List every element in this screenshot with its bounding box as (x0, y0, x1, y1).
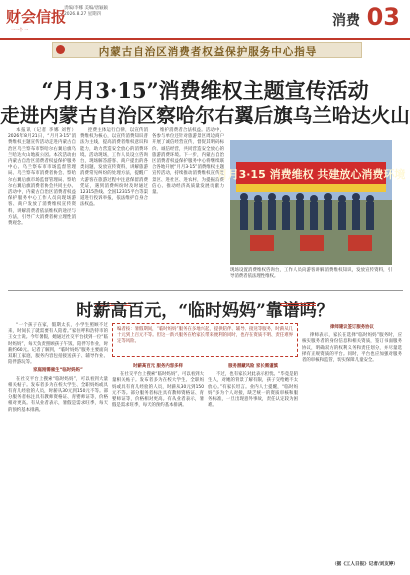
article2-credit: （据《工人日报》记者/刘友婷） (332, 562, 398, 567)
editor-line: 责编/李娜 美编/唐颖颖 (64, 6, 108, 11)
article2-subhead: 时薪高百元 服务内容多样 (133, 364, 183, 369)
newspaper-logo: 财会信报 (6, 8, 67, 26)
article2-subhead: 服务潜藏风险 家长需谨慎 (228, 364, 278, 369)
event-photo (216, 140, 406, 265)
article1-paragraph: 控费主体运行自律，以宣传消费维权为核心，以宣传消费知识普法为主线，提高消费者维权意识和能力，助力营造安全放心的消费环境。活动现场，工作人员设立咨询台，现场解答游客、商户提出的各类问题，发放宣传资料，讲解旅游消费常见纠纷的处理方法，提醒广大游客在旅游过程中注意保留消费凭证，遇到消费纠纷时及时通过12315热线、全国12315平台等渠道进行投诉举报，依法维护自身合法权益。 (80, 128, 148, 208)
article1-paragraph: 本报讯（记者 李娜 刘哲）2026年8月21日，“月月3·15”消费维权主题宣传活动走进内蒙古自治区乌兰察布市察哈尔右翼后旗乌兰哈达火山地质公园。本次活动由内蒙古自治区消费者权益保护服务中心、乌兰察布市市场监督管理局、乌兰察布市消费者协会、察哈尔右翼后旗市场监督管理局、察哈尔右翼后旗消费者协会共同主办。活动中，内蒙古自治区消费者权益保护服务中心工作人员向现场游客、商户发放了消费维权宣传资料，讲解消费者依法维权的途径与方法，引导广大消费者树立理性消费观念。 (8, 128, 76, 227)
masthead (0, 0, 410, 40)
title-decoration-right (280, 303, 316, 306)
editor-info (64, 6, 134, 18)
event-photo-illustration (216, 140, 406, 265)
photo-banner-text: 月月3·15 消费维权 共建放心消费环境 (216, 168, 406, 181)
article2-paragraph: 律师表示，家长在选择“临时妈妈”服务时，应核实服务者的身份信息和相关资质，签订书面服务协议，明确双方的权利义务和责任划分，并尽量选择有正规资质的平台。同时，平台也应加强对服务者的审核和监管，切实保障儿童安全。 (302, 333, 402, 364)
article2-paragraph: 在社交平台上搜索“临时妈妈”，可以看到大量相关帖子。发布者多为在校大学生、全职妈妈或具有育儿经验的人员，时薪从30元到150元不等。部分服务者标注具有教师资格证、育婴师证等，价格相对更高。有从业者表示，暑假是需求旺季，每天的预约基本排满。 (112, 372, 204, 409)
logo-subtext: 一一个 一 (11, 27, 29, 32)
article1-column-1 (8, 128, 76, 286)
article1-title-line2: 走进内蒙古自治区察哈尔右翼后旗乌兰哈达火山 (0, 104, 410, 127)
article1-paragraph: 维护消费者合法权益。活动中，各参与单位还针对旅游景区周边商户开展了诚信经营宣传，督促其明码标价、诚信经营，共同营造安全放心的旅游消费环境。下一步，内蒙古自治区消费者权益保护服务中心将继续联合各地开展“月月3·15”消费维权主题宣传活动，持续推动消费维权宣传进景区、进社区、进农村，为提振消费信心、推动经济高质量发展贡献力量。 (152, 128, 224, 196)
article2-subhead: 家庭刚需催生“临时妈妈” (33, 368, 83, 374)
article1-column-3 (152, 128, 224, 286)
photo-caption: 现场设置消费维权咨询台，工作人员向游客讲解消费维权知识，发放宣传资料，引导消费者依法理性维权。 (230, 268, 392, 280)
article2-subhead: 律师建议签订服务协议 (330, 325, 374, 330)
page-number: 03 (366, 3, 400, 31)
editor-note-box: 编者按：暑假期间，“临时妈妈”服务在多地兴起，提供陪伴、辅导、接送等服务，时薪从几十元到上百元不等。但这一新兴服务在给家长带来便利的同时，也存在资质不明、责任难界定等风险。 (112, 323, 298, 357)
article2-paragraph: 在社交平台上搜索“临时妈妈”，可以看到大量相关帖子。发布者多为在校大学生、全职妈妈或具有育儿经验的人员，时薪从30元到150元不等。部分服务者标注具有教师资格证、育婴师证等，价格相对更高。有从业者表示，暑假是需求旺季，每天的预约基本排满。 (8, 376, 108, 413)
article1-column-2 (80, 128, 148, 286)
article2-column-3 (208, 362, 298, 559)
banner-bullet-icon (56, 45, 65, 54)
article2-column-1 (8, 323, 108, 559)
guidance-text: 内蒙古自治区消费者权益保护服务中心指导 (98, 46, 318, 58)
article1-title-line1: “月月3·15”消费维权主题宣传活动 (41, 78, 369, 103)
article2-column-2 (112, 362, 204, 559)
guidance-banner (52, 42, 362, 58)
section-name: 消费 (332, 13, 360, 29)
article2-column-4 (302, 323, 402, 559)
header-rule (0, 38, 410, 40)
date-line: 2026.8.27 星期四 (64, 12, 101, 17)
article-divider (8, 290, 403, 291)
article2-title: 时薪高百元，“临时妈妈”靠谱吗？ (76, 301, 334, 321)
article2-paragraph: “一个孩子在家，假期太长，小学生照顾不过来，时间长了就需要有人陪着。”家住呼和浩特市的王女士说。今年暑假，她通过社交平台找到一位“临时妈妈”，每天负责照顾孩子午饭、陪伴写作业，时薪约60元。记者了解到，“临时妈妈”服务主要面向双职工家庭，服务内容包括接送孩子、辅导作业、陪伴游玩等。 (8, 323, 108, 366)
article2-paragraph: 不过，也有家长对此表示担忧。“毕竟是陌生人，对她的背景了解有限，孩子交给她不太放心。”有家长坦言。业内人士提醒，“临时妈妈”多为个人对接，缺乏统一的资质审核和服务标准，一旦出现意外事故，责任认定较为困难。 (208, 372, 298, 409)
